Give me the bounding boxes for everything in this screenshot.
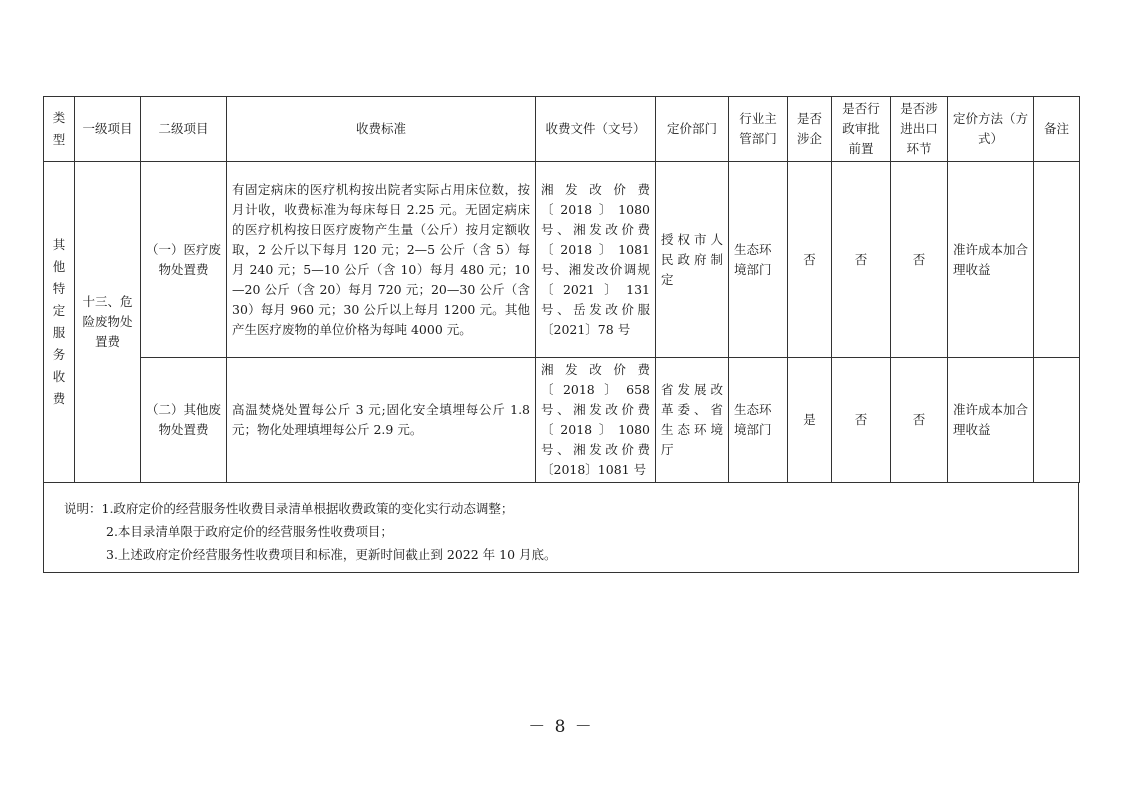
pricing-method-cell: 准许成本加合理收益: [948, 358, 1034, 483]
page-number: － 8 －: [528, 717, 594, 737]
level2-item-cell: （一）医疗废物处置费: [141, 162, 227, 358]
import-export-cell: 否: [891, 358, 948, 483]
header-level1: 一级项目: [75, 97, 141, 162]
header-import-export: 是否涉进出口环节: [891, 97, 948, 162]
pricing-method-cell: 准许成本加合理收益: [948, 162, 1034, 358]
header-row: [44, 97, 1080, 162]
standard-cell: 有固定病床的医疗机构按出院者实际占用床位数，按月计收，收费标准为每床每日 2.25 元。无固定病床的医疗机构按日医疗废物产生量（公斤）按月定额收取，2 公斤以下每月 120 元；2—5 公斤（含 5）每月 240 元；5—10 公斤（含 10）每月 480 元；10—20 公斤（含 20）每月 720 元；20—30 公斤（含 30）每月 960 元；30 公斤以上每月 1200 元。其他产生医疗废物的单位价格为每吨 4000 元。: [227, 162, 536, 358]
notes-box: [43, 483, 1079, 573]
header-document: 收费文件（文号）: [536, 97, 656, 162]
pricing-dept-cell: 省发展改革委、省生态环境厅: [656, 358, 729, 483]
industry-dept-cell: 生态环境部门: [729, 358, 788, 483]
header-enterprise: 是否涉企: [788, 97, 832, 162]
industry-dept-cell: 生态环境部门: [729, 162, 788, 358]
admin-approval-cell: 否: [832, 358, 891, 483]
fee-table-wrapper: [43, 96, 1079, 573]
note-line-2: 2.本目录清单限于政府定价的经营服务性收费项目；: [106, 524, 393, 539]
pricing-dept-cell: 授权市人民政府制定: [656, 162, 729, 358]
enterprise-cell: 否: [788, 162, 832, 358]
table-row: [44, 358, 1080, 483]
note-line-1: 说明：1.政府定价的经营服务性收费目录清单根据收费政策的变化实行动态调整；: [64, 501, 514, 516]
header-type: 类型: [44, 97, 75, 162]
enterprise-cell: 是: [788, 358, 832, 483]
admin-approval-cell: 否: [832, 162, 891, 358]
standard-cell: 高温焚烧处置每公斤 3 元;固化安全填埋每公斤 1.8 元；物化处理填埋每公斤 2.9 元。: [227, 358, 536, 483]
header-level2: 二级项目: [141, 97, 227, 162]
note-line-3: 3.上述政府定价经营服务性收费项目和标准，更新时间截止到 2022 年 10 月底。: [106, 547, 557, 562]
category-cell: [44, 162, 75, 483]
header-remarks: 备注: [1034, 97, 1080, 162]
header-pricing-dept: 定价部门: [656, 97, 729, 162]
category-label: 其他特定服务收费: [52, 237, 66, 406]
header-admin-approval: 是否行政审批前置: [832, 97, 891, 162]
document-cell: 湘发改价费〔2018〕1080 号、湘发改价费〔2018〕1081 号、湘发改价调规〔2021〕131 号、岳发改价服〔2021〕78 号: [536, 162, 656, 358]
document-cell: 湘发改价费〔2018〕658 号、湘发改价费〔2018〕1080 号、湘发改价费〔2018〕1081 号: [536, 358, 656, 483]
remarks-cell: [1034, 358, 1080, 483]
header-standard: 收费标准: [227, 97, 536, 162]
fee-catalog-table: [43, 96, 1080, 483]
import-export-cell: 否: [891, 162, 948, 358]
remarks-cell: [1034, 162, 1080, 358]
header-pricing-method: 定价方法（方式）: [948, 97, 1034, 162]
level2-item-cell: （二）其他废物处置费: [141, 358, 227, 483]
table-row: [44, 162, 1080, 358]
level1-item-cell: 十三、危险废物处置费: [75, 162, 141, 483]
header-industry-dept: 行业主管部门: [729, 97, 788, 162]
